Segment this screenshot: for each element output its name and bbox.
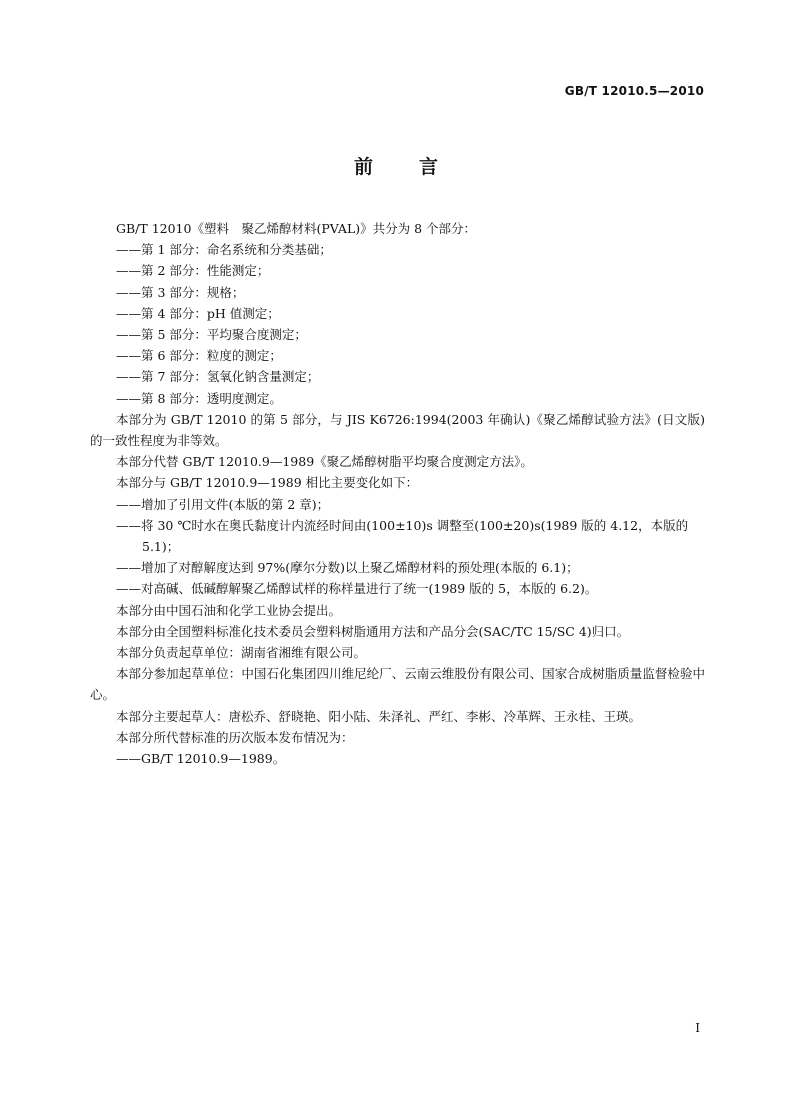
drafters-paragraph: 本部分主要起草人：唐松乔、舒晓艳、阳小陆、朱泽礼、严红、李彬、冷革辉、王永桂、王瑛。 bbox=[116, 708, 642, 724]
change-item-4: ——对高碱、低碱醇解聚乙烯醇试样的称样量进行了统一(1989 版的 5，本版的 6.2)。 bbox=[116, 581, 598, 597]
list-item-part-1: ——第 1 部分：命名系统和分类基础； bbox=[116, 242, 332, 258]
list-item-part-7: ——第 7 部分：氢氧化钠含量测定； bbox=[116, 369, 320, 385]
list-item-part-5: ——第 5 部分：平均聚合度测定； bbox=[116, 327, 307, 343]
committee-paragraph: 本部分由全国塑料标准化技术委员会塑料树脂通用方法和产品分会(SAC/TC 15/SC 4)归口。 bbox=[116, 623, 630, 639]
equivalence-paragraph: 本部分为 GB/T 12010 的第 5 部分，与 JIS K6726:1994(2003 年确认)《聚乙烯醇试验方法》(日文版)的一致性程度为非等效。 bbox=[90, 411, 705, 449]
list-item-part-8: ——第 8 部分：透明度测定。 bbox=[116, 390, 282, 406]
change-item-1: ——增加了引用文件(本版的第 2 章)； bbox=[116, 496, 330, 512]
changes-intro-paragraph: 本部分与 GB/T 12010.9—1989 相比主要变化如下： bbox=[116, 475, 419, 491]
history-intro-paragraph: 本部分所代替标准的历次版本发布情况为： bbox=[116, 729, 354, 745]
change-item-3: ——增加了对醇解度达到 97%(摩尔分数)以上聚乙烯醇材料的预处理(本版的 6.1)； bbox=[116, 560, 579, 576]
history-item: ——GB/T 12010.9—1989。 bbox=[116, 751, 286, 767]
list-item-part-2: ——第 2 部分：性能测定； bbox=[116, 263, 270, 279]
change-item-2: ——将 30 ℃时水在奥氏黏度计内流经时间由(100±10)s 调整至(100±20)s(1989 版的 4.12，本版的 5.1)； bbox=[116, 517, 689, 555]
proposer-paragraph: 本部分由中国石油和化学工业协会提出。 bbox=[116, 602, 342, 618]
foreword-body bbox=[90, 218, 705, 769]
intro-paragraph: GB/T 12010《塑料 聚乙烯醇材料(PVAL)》共分为 8 个部分： bbox=[116, 221, 477, 236]
list-item-part-4: ——第 4 部分：pH 值测定； bbox=[116, 305, 280, 321]
drafting-unit-paragraph: 本部分负责起草单位：湖南省湘维有限公司。 bbox=[116, 645, 367, 661]
page-number: I bbox=[695, 1021, 700, 1035]
replacement-paragraph: 本部分代替 GB/T 12010.9—1989《聚乙烯醇树脂平均聚合度测定方法》。 bbox=[116, 454, 533, 470]
list-item-part-3: ——第 3 部分：规格； bbox=[116, 284, 245, 300]
list-item-part-6: ——第 6 部分：粒度的测定； bbox=[116, 348, 282, 364]
page-title: 前言 bbox=[353, 156, 484, 178]
participating-units-paragraph: 本部分参加起草单位：中国石化集团四川维尼纶厂、云南云维股份有限公司、国家合成树脂质量监督检验中心。 bbox=[90, 666, 705, 703]
standard-code: GB/T 12010.5—2010 bbox=[564, 84, 704, 98]
